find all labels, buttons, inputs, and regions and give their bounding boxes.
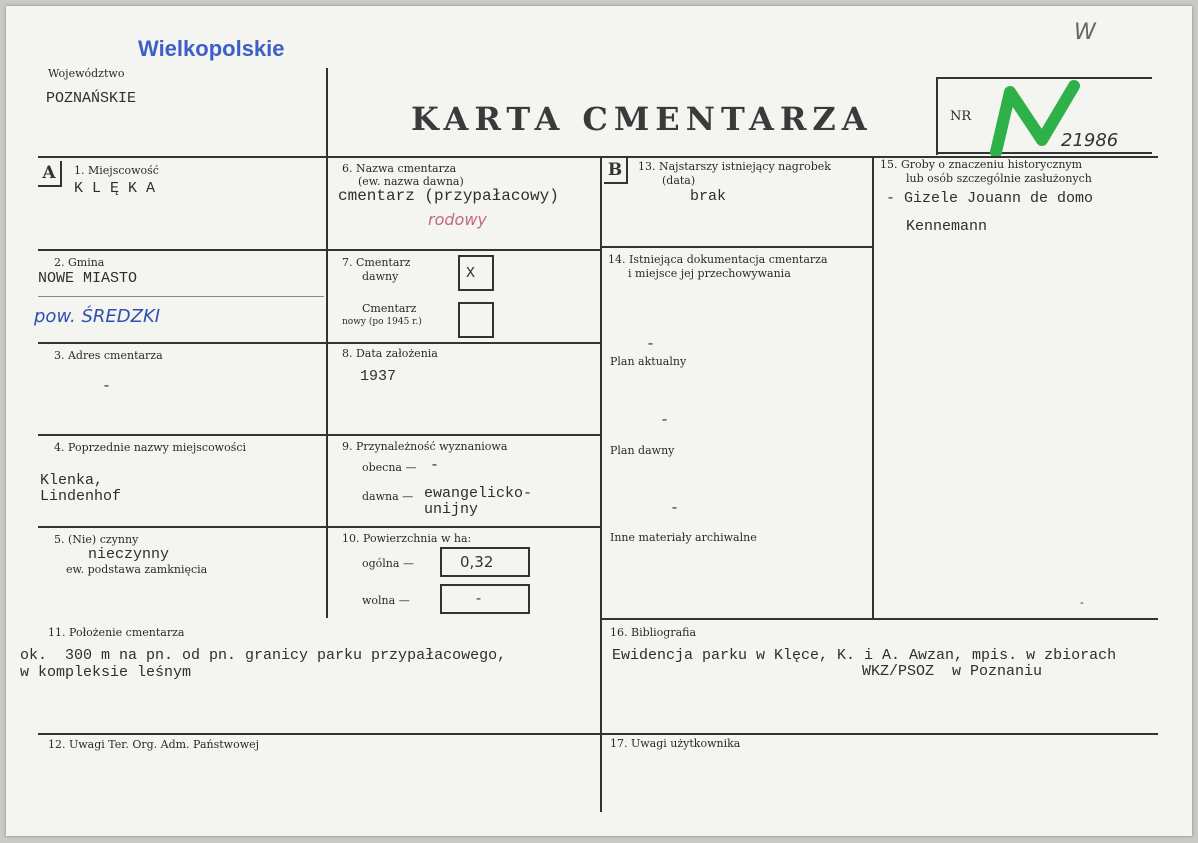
field-5-sublabel: ew. podstawa zamknięcia	[66, 563, 208, 576]
field-8-value: 1937	[360, 368, 397, 385]
field-11-line1: ok. 300 m na pn. od pn. granicy parku przypałacowego,	[20, 647, 507, 664]
field-15-label-1: 15. Groby o znaczeniu historycznym	[880, 158, 1083, 171]
field-13-sublabel: (data)	[662, 174, 696, 187]
field-9-obecna-label: obecna —	[362, 461, 417, 474]
field-11-line2: w kompleksie leśnym	[20, 664, 192, 681]
nowy-checkbox	[458, 302, 494, 338]
dawny-checkbox	[458, 255, 494, 291]
field-14-dash-3: -	[670, 500, 680, 517]
plan-dawny-label: Plan dawny	[610, 444, 675, 457]
field-15-value-2: Kennemann	[906, 218, 988, 235]
field-3-value: -	[102, 378, 112, 395]
field-14-label-2: i miejsce jej przechowywania	[628, 267, 791, 280]
field-2-handwritten: pow. ŚREDZKI	[34, 306, 161, 327]
field-13-label: 13. Najstarszy istniejący nagrobek	[638, 160, 831, 173]
dawny-check-mark: X	[466, 265, 476, 282]
field-5-label: 5. (Nie) czynny	[54, 533, 139, 546]
field-1-value: K L Ę K A	[74, 180, 156, 197]
field-7-nowy-sublabel: nowy (po 1945 r.)	[342, 317, 422, 327]
field-10-ogolna-value: 0,32	[460, 553, 494, 571]
field-3-label: 3. Adres cmentarza	[54, 349, 163, 362]
voivodeship-label: Województwo	[48, 67, 125, 80]
field-10-wolna-label: wolna —	[362, 594, 410, 607]
field-9-dawna-value-2: unijny	[424, 501, 479, 518]
field-1-label: 1. Miejscowość	[74, 164, 159, 177]
field-16-line2: WKZ/PSOZ w Poznaniu	[862, 663, 1043, 680]
field-5-value: nieczynny	[88, 546, 170, 563]
field-9-obecna-value: -	[430, 457, 440, 474]
page-title: KARTA CMENTARZA	[411, 100, 873, 138]
field-4-value-line1: Klenka,	[40, 472, 104, 489]
field-6-value: cmentarz (przypałacowy)	[338, 187, 559, 205]
plan-aktualny-label: Plan aktualny	[610, 355, 687, 368]
cemetery-card	[6, 6, 1192, 836]
field-16-label: 16. Bibliografia	[610, 626, 697, 639]
nr-label: NR	[950, 109, 972, 124]
field-13-value: brak	[690, 188, 727, 205]
field-8-label: 8. Data założenia	[342, 347, 438, 360]
field-7-nowy-label: Cmentarz	[362, 302, 417, 315]
field-16-line1: Ewidencja parku w Klęce, K. i A. Awzan, mpis. w zbiorach	[612, 647, 1117, 664]
field-10-wolna-value: -	[476, 589, 482, 607]
voivodeship-value: POZNAŃSKIE	[46, 90, 137, 107]
field-6-handwritten: rodowy	[428, 210, 487, 229]
field-9-dawna-label: dawna —	[362, 490, 414, 503]
field-4-label: 4. Poprzednie nazwy miejscowości	[54, 441, 247, 454]
field-15-dash: -	[1080, 596, 1084, 609]
wolna-box	[440, 584, 530, 614]
field-6-sublabel: (ew. nazwa dawna)	[358, 175, 464, 188]
field-7-dawny-label: dawny	[362, 270, 399, 283]
field-17-label: 17. Uwagi użytkownika	[610, 737, 741, 750]
field-12-label: 12. Uwagi Ter. Org. Adm. Państwowej	[48, 738, 260, 751]
field-2-label: 2. Gmina	[54, 256, 105, 269]
field-2-value: NOWE MIASTO	[38, 270, 138, 287]
nr-number: 21986	[1061, 130, 1119, 151]
field-7-label: 7. Cmentarz	[342, 256, 411, 269]
ogolna-box	[440, 547, 530, 577]
region-stamp: Wielkopolskie	[138, 36, 285, 61]
inne-materialy-label: Inne materiały archiwalne	[610, 531, 757, 544]
section-b-marker: B	[604, 158, 628, 184]
field-4-value-line2: Lindenhof	[40, 488, 122, 505]
field-14-dash-1: -	[646, 336, 656, 353]
field-9-label: 9. Przynależność wyznaniowa	[342, 440, 508, 453]
field-10-ogolna-label: ogólna —	[362, 557, 414, 570]
field-14-dash-2: -	[660, 412, 670, 429]
field-14-label-1: 14. Istniejąca dokumentacja cmentarza	[608, 253, 828, 266]
field-9-dawna-value-1: ewangelicko-	[424, 485, 533, 502]
field-11-label: 11. Położenie cmentarza	[48, 626, 185, 639]
field-15-label-2: lub osób szczególnie zasłużonych	[906, 172, 1092, 185]
section-a-marker: A	[38, 161, 62, 187]
field-6-label: 6. Nazwa cmentarza	[342, 162, 457, 175]
field-15-value-1: - Gizele Jouann de domo	[886, 190, 1094, 207]
corner-pencil-mark: W	[1074, 20, 1096, 45]
field-10-label: 10. Powierzchnia w ha:	[342, 532, 472, 545]
